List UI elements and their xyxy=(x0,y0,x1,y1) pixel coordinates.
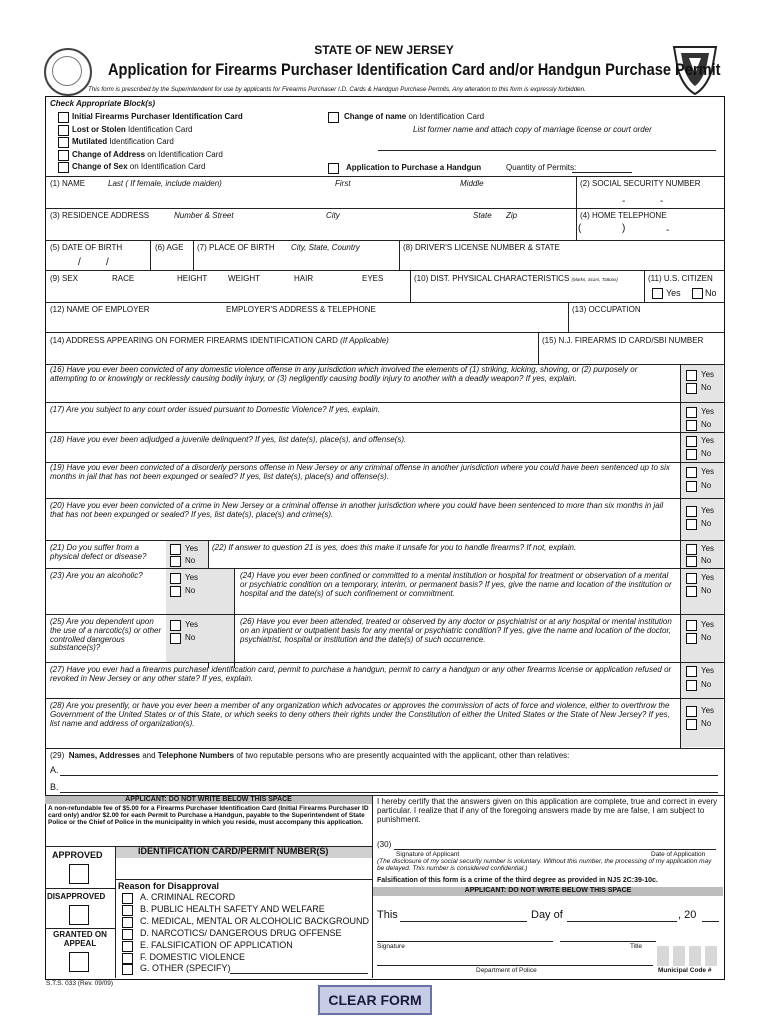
q26-yes-checkbox[interactable] xyxy=(686,620,697,631)
q22-yes-checkbox[interactable] xyxy=(686,544,697,555)
height-label: HEIGHT xyxy=(177,274,208,283)
question-28: (28) Are you presently, or have you ever been a member of any organization which advocates or approves the commission of acts of force and violence, either to overthrow the Government of the United States or of this State, or which seeks to deny others their rights under the Constitution of either the United States or the State of New Jersey? If yes, list name and address of organization(s). xyxy=(50,701,670,728)
phone-paren: ( xyxy=(578,223,582,234)
no-label: No xyxy=(185,633,196,642)
age-label: (6) AGE xyxy=(155,243,184,252)
q26-no-checkbox[interactable] xyxy=(686,633,697,644)
q19-no-checkbox[interactable] xyxy=(686,481,697,492)
references-label: (29) Names, Addresses and Telephone Numbers of two reputable persons who are presently acquainted with the applicant, other than relatives: xyxy=(50,751,570,760)
question-22: (22) If answer to question 21 is yes, does this make it unsafe for you to handle firearms? If not, explain. xyxy=(212,543,577,552)
yes-label: Yes xyxy=(701,620,715,629)
q23-no-checkbox[interactable] xyxy=(170,586,181,597)
municipal-code-box[interactable] xyxy=(689,946,701,966)
citizen-yes-checkbox[interactable] xyxy=(652,288,663,299)
reason-f-label: F. DOMESTIC VIOLENCE xyxy=(140,952,246,962)
change-name-checkbox[interactable] xyxy=(328,112,339,123)
q18-no-checkbox[interactable] xyxy=(686,449,697,460)
name-last-hint: Last ( If female, include maiden) xyxy=(108,179,222,188)
change-sex-label: Change of Sex on Identification Card xyxy=(72,162,206,171)
no-label: No xyxy=(701,420,712,429)
yes-label: Yes xyxy=(701,506,715,515)
q17-no-checkbox[interactable] xyxy=(686,420,697,431)
mutilated-label: Mutilated Identification Card xyxy=(72,137,174,146)
check-heading: Check Appropriate Block(s) xyxy=(50,99,156,108)
reason-a-label: A. CRIMINAL RECORD xyxy=(140,892,236,902)
drivers-license-label: (8) DRIVER'S LICENSE NUMBER & STATE xyxy=(403,243,560,252)
no-label: No xyxy=(701,481,712,490)
q20-no-checkbox[interactable] xyxy=(686,519,697,530)
department-line[interactable] xyxy=(377,965,653,966)
initial-card-checkbox[interactable] xyxy=(58,112,69,123)
form-title: Application for Firearms Purchaser Identification Card and/or Handgun Purchase Permit xyxy=(108,60,721,79)
dist-characteristics-label: (10) DIST. PHYSICAL CHARACTERISTICS (Marks, Scars, Tattoos) xyxy=(414,274,618,283)
official-title-caption: Title xyxy=(630,943,643,950)
q19-yes-checkbox[interactable] xyxy=(686,467,697,478)
month-field[interactable] xyxy=(567,921,677,922)
q18-yes-checkbox[interactable] xyxy=(686,436,697,447)
q28-yes-checkbox[interactable] xyxy=(686,706,697,717)
form-notice: This form is prescribed by the Superintendent for use by applicants for Firearms Purchaser I.D. Cards & Handgun Purchase Permits. Any alteration to this form is expressly forbidden. xyxy=(88,86,586,93)
disapproved-label: DISAPPROVED xyxy=(47,892,106,901)
applicant-signature-line[interactable] xyxy=(394,849,716,850)
yes-label: Yes xyxy=(185,620,199,629)
change-address-checkbox[interactable] xyxy=(58,150,69,161)
no-label: No xyxy=(701,383,712,392)
yes-label: Yes xyxy=(701,666,715,675)
municipal-code-box[interactable] xyxy=(657,946,669,966)
question-27: (27) Have you ever had a firearms purchaser identification card, permit to purchase a handgun, permit to carry a handgun or any other firearms license or application refused or revoked in New Jersey or any other state? If yes, explain. xyxy=(50,665,672,683)
municipal-code-box[interactable] xyxy=(673,946,685,966)
q21-no-checkbox[interactable] xyxy=(170,556,181,567)
weight-label: WEIGHT xyxy=(228,274,260,283)
disapproved-checkbox[interactable] xyxy=(69,905,89,925)
initial-card-label: Initial Firearms Purchaser Identification Card xyxy=(72,112,243,121)
residence-city-hint: City xyxy=(326,211,340,220)
q30-label: (30) xyxy=(377,840,392,849)
pob-hint: City, State, Country xyxy=(291,243,360,252)
employer-label: (12) NAME OF EMPLOYER xyxy=(50,305,150,314)
reason-e-label: E. FALSIFICATION OF APPLICATION xyxy=(140,940,293,950)
official-bar-right-text: APPLICANT: DO NOT WRITE BELOW THIS SPACE xyxy=(464,887,632,894)
state-heading: STATE OF NEW JERSEY xyxy=(314,43,454,57)
date-caption: Date of Application xyxy=(651,851,706,858)
form-number: S.T.S. 033 (Rev. 09/09) xyxy=(46,980,114,987)
no-label: No xyxy=(701,519,712,528)
phone-paren: ) xyxy=(622,223,626,234)
q21-yes-checkbox[interactable] xyxy=(170,544,181,555)
fee-notice: A non-refundable fee of $5.00 for a Firearms Purchaser Identification Card (Initial Firearms Purchaser ID card only) and/or $2.00 for each Permit to Purchase a Handgun, payable to the Superintendent of State Police or the Chief of Police in the municipality in which you reside, must accompany this application. xyxy=(48,805,369,827)
residence-zip-hint: Zip xyxy=(506,211,518,220)
sex-label: (9) SEX xyxy=(50,274,79,283)
q27-yes-checkbox[interactable] xyxy=(686,666,697,677)
citizen-label: (11) U.S. CITIZEN xyxy=(648,274,713,283)
yes-label: Yes xyxy=(701,370,715,379)
yes-label: Yes xyxy=(701,407,715,416)
day-of-label: Day of xyxy=(531,909,563,921)
reason-g-checkbox[interactable] xyxy=(122,964,133,975)
official-title-line[interactable] xyxy=(560,941,656,942)
no-label: No xyxy=(701,586,712,595)
pob-label: (7) PLACE OF BIRTH xyxy=(197,243,275,252)
granted-appeal-checkbox[interactable] xyxy=(69,952,89,972)
dob-slash: / xyxy=(78,257,81,268)
lost-stolen-label: Lost or Stolen Identification Card xyxy=(72,125,193,134)
certification-text: I hereby certify that the answers given on this application are complete, true and correct in every particular. I realize that if any of the foregoing answers made by me are false, I am subject to punishment. xyxy=(377,797,718,824)
ssn-disclosure: (The disclosure of my social security number is voluntary. Without this number, the processing of my application may be delayed. This number is considered confidential.) xyxy=(377,858,712,873)
signature-caption: Signature of Applicant xyxy=(396,851,460,858)
no-label: No xyxy=(701,680,712,689)
q17-yes-checkbox[interactable] xyxy=(686,407,697,418)
nj-id-label: (15) N.J. FIREARMS ID CARD/SBI NUMBER xyxy=(542,336,704,345)
ssn-label: (2) SOCIAL SECURITY NUMBER xyxy=(580,179,701,188)
citizen-no-label: No xyxy=(705,288,717,298)
occupation-label: (13) OCCUPATION xyxy=(572,305,641,314)
question-25: (25) Are you dependent upon the use of a narcotic(s) or other controlled dangerous substance(s)? xyxy=(50,617,162,653)
reason-b-label: B. PUBLIC HEALTH SAFETY AND WELFARE xyxy=(140,904,325,914)
change-sex-checkbox[interactable] xyxy=(58,162,69,173)
reason-b-checkbox[interactable] xyxy=(122,905,133,916)
yes-label: Yes xyxy=(185,573,199,582)
q22-no-checkbox[interactable] xyxy=(686,556,697,567)
q27-no-checkbox[interactable] xyxy=(686,680,697,691)
other-specify-line[interactable] xyxy=(230,973,368,974)
yes-label: Yes xyxy=(701,573,715,582)
question-19: (19) Have you ever been convicted of a disorderly persons offense in New Jersey or any criminal offense in another jurisdiction where you could have been sentenced up to six months in jail that has not been expunged or sealed? If yes, list date(s), place(s) and offense(s). xyxy=(50,463,670,481)
handgun-checkbox[interactable] xyxy=(328,163,339,174)
year-field[interactable] xyxy=(702,921,719,922)
approved-checkbox[interactable] xyxy=(69,864,89,884)
yes-label: Yes xyxy=(701,467,715,476)
reason-c-checkbox[interactable] xyxy=(122,917,133,928)
official-signature-caption: Signature xyxy=(377,943,405,950)
quantity-label: Quantity of Permits: xyxy=(506,163,577,172)
phone-dash: - xyxy=(666,225,670,236)
handgun-label: Application to Purchase a Handgun xyxy=(346,163,482,172)
no-label: No xyxy=(185,586,196,595)
mutilated-checkbox[interactable] xyxy=(58,137,69,148)
municipal-code-caption: Municipal Code # xyxy=(658,967,712,974)
this-label: This xyxy=(377,909,398,921)
quantity-input[interactable] xyxy=(572,172,632,173)
yes-label: Yes xyxy=(701,706,715,715)
reference-a-label: A. xyxy=(50,765,59,775)
no-label: No xyxy=(701,449,712,458)
year-label: , 20 xyxy=(678,909,697,921)
question-21: (21) Do you suffer from a physical defect or disease? xyxy=(50,543,147,561)
q23-yes-checkbox[interactable] xyxy=(170,573,181,584)
eyes-label: EYES xyxy=(362,274,384,283)
residence-number-hint: Number & Street xyxy=(174,211,234,220)
no-label: No xyxy=(701,633,712,642)
question-20: (20) Have you ever been convicted of a crime in New Jersey or a criminal offense in another jurisdiction where you could have been sentenced to more than six months in jail that has not been expunged or sealed? If yes, list date(s), place(s) and crime(s). xyxy=(50,501,664,519)
clear-form-button[interactable]: CLEAR FORM xyxy=(318,985,432,1015)
q20-yes-checkbox[interactable] xyxy=(686,506,697,517)
q25-no-checkbox[interactable] xyxy=(170,633,181,644)
employer-address-label: EMPLOYER'S ADDRESS & TELEPHONE xyxy=(226,305,376,314)
official-header-text: APPLICANT: DO NOT WRITE BELOW THIS SPACE xyxy=(125,796,292,803)
change-name-label: Change of name on Identification Card xyxy=(344,112,485,121)
citizen-no-checkbox[interactable] xyxy=(692,288,703,299)
lost-stolen-checkbox[interactable] xyxy=(58,125,69,136)
q25-yes-checkbox[interactable] xyxy=(170,620,181,631)
question-17: (17) Are you subject to any court order issued pursuant to Domestic Violence? If yes, explain. xyxy=(50,405,380,414)
ssn-dash: - xyxy=(660,196,664,207)
municipal-code-box[interactable] xyxy=(705,946,717,966)
yes-label: Yes xyxy=(701,436,715,445)
dob-label: (5) DATE OF BIRTH xyxy=(50,243,123,252)
race-label: RACE xyxy=(112,274,135,283)
granted-appeal-label: GRANTED ON APPEAL xyxy=(53,930,107,948)
residence-state-hint: State xyxy=(473,211,492,220)
change-address-label: Change of Address on Identification Card xyxy=(72,150,223,159)
question-23: (23) Are you an alcoholic? xyxy=(50,571,143,580)
reason-g-label: G. OTHER (SPECIFY) xyxy=(140,963,231,973)
day-field[interactable] xyxy=(400,921,527,922)
question-24: (24) Have you ever been confined or committed to a mental institution or hospital for treatment or observation of a mental or psychiatric condition on a temporary, interim, or permanent basis? If yes, give the name and location of the institution or hospital and the date(s) of such confinement or commitment. xyxy=(240,571,672,598)
q24-no-checkbox[interactable] xyxy=(686,586,697,597)
hair-label: HAIR xyxy=(294,274,314,283)
q28-no-checkbox[interactable] xyxy=(686,719,697,730)
yes-label: Yes xyxy=(701,544,715,553)
q24-yes-checkbox[interactable] xyxy=(686,573,697,584)
ssn-dash: - xyxy=(622,196,626,207)
falsification-warning: Falsification of this form is a crime of the third degree as provided in NJS 2C:39-10c. xyxy=(377,877,658,884)
no-label: No xyxy=(701,719,712,728)
citizen-yes-label: Yes xyxy=(666,288,681,298)
reason-e-checkbox[interactable] xyxy=(122,941,133,952)
residence-label: (3) RESIDENCE ADDRESS xyxy=(50,211,150,220)
reason-d-label: D. NARCOTICS/ DANGEROUS DRUG OFFENSE xyxy=(140,928,342,938)
yes-label: Yes xyxy=(185,544,199,553)
change-name-note: List former name and attach copy of marriage license or court order xyxy=(413,125,652,134)
name-label: (1) NAME xyxy=(50,179,86,188)
former-address-label: (14) ADDRESS APPEARING ON FORMER FIREARMS IDENTIFICATION CARD (If Applicable) xyxy=(50,336,389,345)
dob-slash: / xyxy=(106,257,109,268)
name-first-hint: First xyxy=(335,179,351,188)
reason-f-checkbox[interactable] xyxy=(122,953,133,964)
name-middle-hint: Middle xyxy=(460,179,484,188)
question-26: (26) Have you ever been attended, treated or observed by any doctor or psychiatrist or at any hospital or mental institution on an inpatient or outpatient basis for any mental or psychiatric condition? If yes, give the name and location of the doctor, psychiatrist, hospital or institution and the date(s) of such occurrence. xyxy=(240,617,672,644)
no-label: No xyxy=(185,556,196,565)
reason-c-label: C. MEDICAL, MENTAL OR ALCOHOLIC BACKGROUND xyxy=(140,916,370,926)
reason-a-checkbox[interactable] xyxy=(122,893,133,904)
department-caption: Department of Police xyxy=(476,967,537,974)
no-label: No xyxy=(701,556,712,565)
reason-d-checkbox[interactable] xyxy=(122,929,133,940)
approved-label: APPROVED xyxy=(52,850,103,860)
question-16: (16) Have you ever been convicted of any domestic violence offense in any jurisdiction which involved the elements of (1) striking, kicking, shoving, or (2) purposely or attempting to or knowingly or recklessly causing bodily injury, or (3) negligently causing bodily injury to another with a deadly weapon? If yes, explain. xyxy=(50,365,638,383)
official-signature-line[interactable] xyxy=(377,941,553,942)
q16-yes-checkbox[interactable] xyxy=(686,370,697,381)
q16-no-checkbox[interactable] xyxy=(686,383,697,394)
reference-b-label: B. xyxy=(50,782,59,792)
home-phone-label: (4) HOME TELEPHONE xyxy=(580,211,667,220)
question-18: (18) Have you ever been adjudged a juvenile delinquent? If yes, list date(s), place(s), and offense(s). xyxy=(50,435,407,444)
reason-heading: Reason for Disapproval xyxy=(118,881,220,891)
id-number-label: IDENTIFICATION CARD/PERMIT NUMBER(S) xyxy=(138,846,329,856)
